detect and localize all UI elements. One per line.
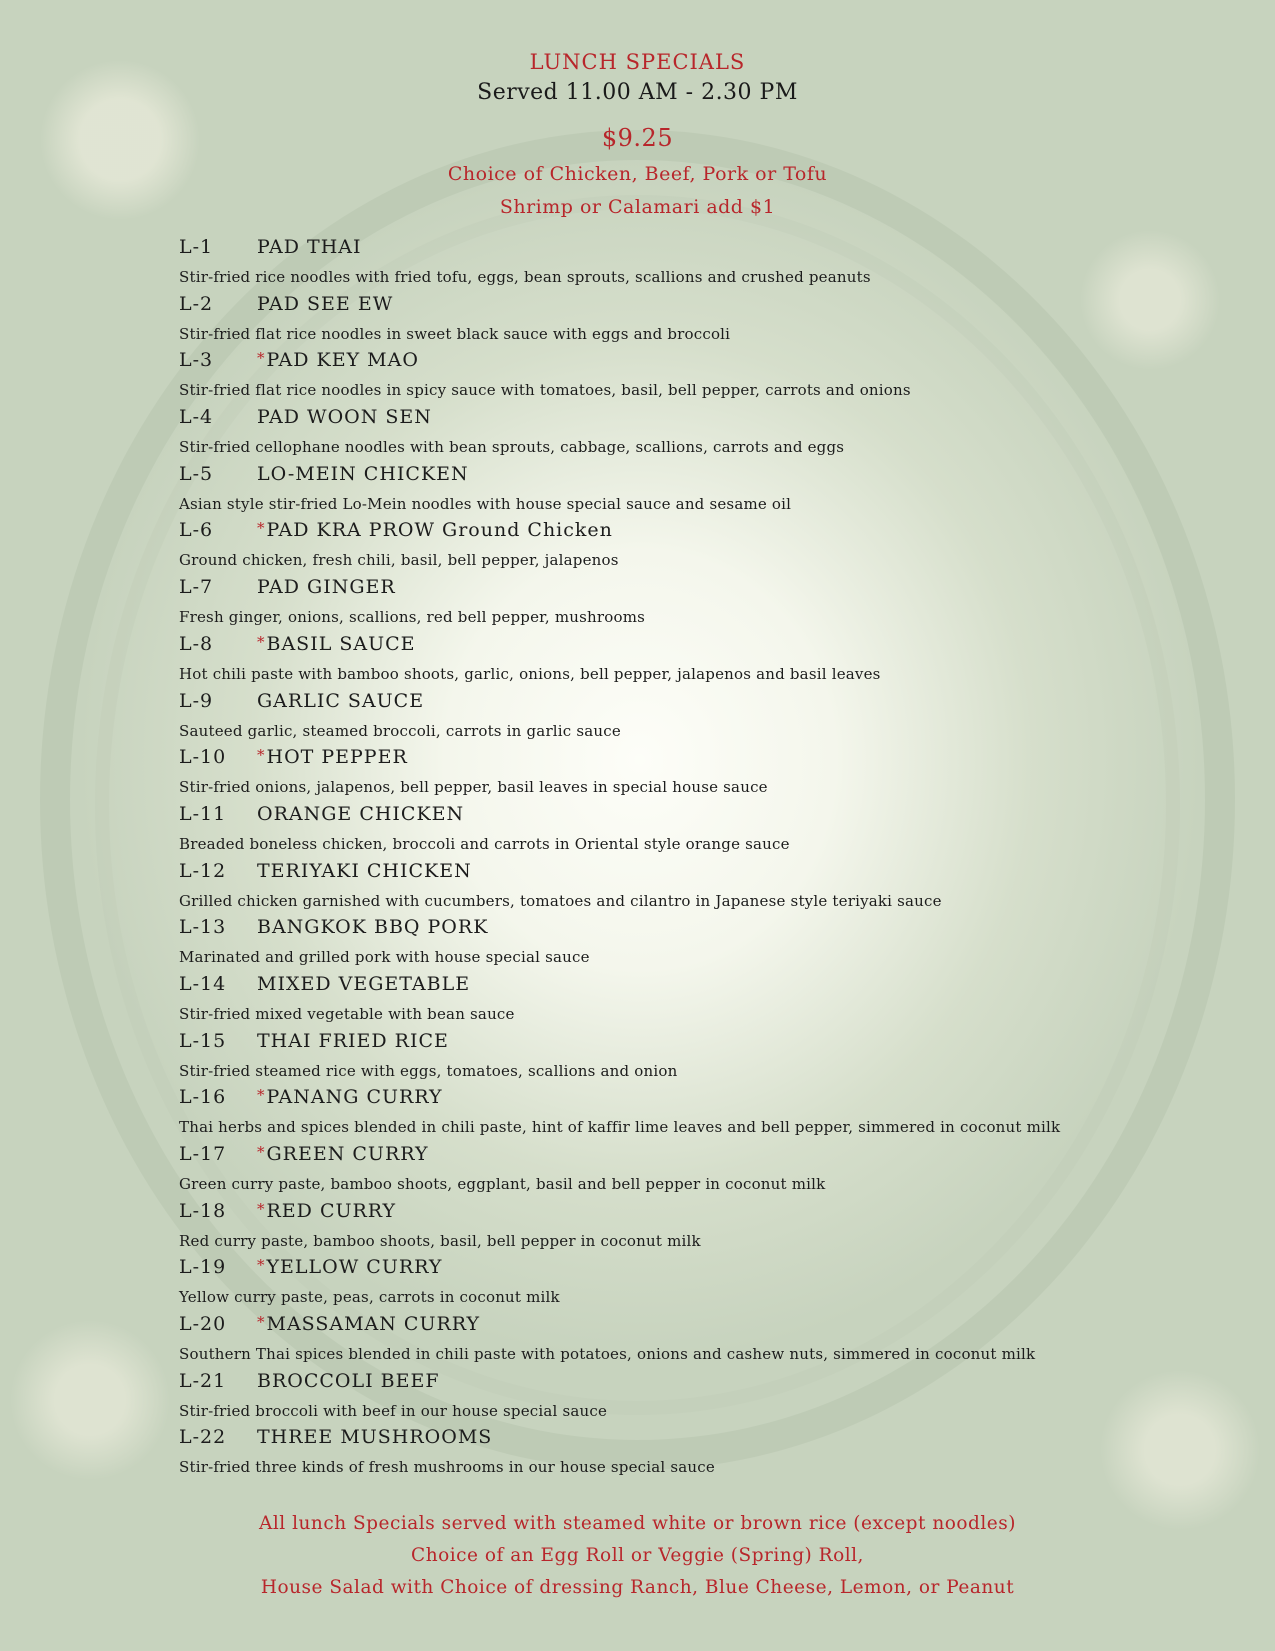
menu-item-description: Stir-fried three kinds of fresh mushrooms in our house special sauce xyxy=(179,1458,715,1477)
menu-item-name: TERIYAKI CHICKEN xyxy=(257,859,472,882)
menu-item-code: L-13 xyxy=(179,916,227,939)
menu-item-heading xyxy=(179,916,488,938)
menu-item-name: THAI FRIED RICE xyxy=(257,1029,449,1052)
menu-item xyxy=(179,1200,1179,1257)
menu-item xyxy=(179,1256,1179,1313)
menu-item-description: Stir-fried flat rice noodles in spicy sauce with tomatoes, basil, bell pepper, carrots and onions xyxy=(179,381,911,400)
menu-item-code: L-16 xyxy=(179,1086,227,1109)
menu-item-description: Fresh ginger, onions, scallions, red bell pepper, mushrooms xyxy=(179,608,646,627)
menu-item-description: Asian style stir-fried Lo-Mein noodles with house special sauce and sesame oil xyxy=(179,494,792,513)
menu-item-code: L-3 xyxy=(179,349,214,372)
menu-item-heading xyxy=(179,633,416,655)
menu-item-name: YELLOW CURRY xyxy=(266,1256,443,1279)
menu-item-code: L-17 xyxy=(179,1143,227,1165)
menu-item-description: Marinated and grilled pork with house special sauce xyxy=(179,948,590,967)
spicy-marker-icon: * xyxy=(257,519,266,538)
serving-hours: Served 11.00 AM - 2.30 PM xyxy=(477,80,798,105)
menu-item-heading xyxy=(179,576,396,598)
menu-item xyxy=(179,1086,1179,1143)
menu-item-code: L-10 xyxy=(179,746,227,769)
menu-item-code: L-22 xyxy=(179,1426,227,1449)
menu-item-code: L-14 xyxy=(179,972,227,995)
menu-item xyxy=(179,236,1179,293)
menu-item-heading xyxy=(179,1143,429,1165)
menu-item xyxy=(179,916,1179,973)
menu-item xyxy=(179,633,1179,690)
menu-item-heading xyxy=(179,1426,492,1448)
menu-item-code: L-4 xyxy=(179,406,214,429)
menu-item-description: Southern Thai spices blended in chili paste with potatoes, onions and cashew nuts, simmered in coconut milk xyxy=(179,1345,1036,1364)
menu-item-description: Thai herbs and spices blended in chili paste, hint of kaffir lime leaves and bell pepper, simmered in coconut milk xyxy=(179,1118,1061,1137)
menu-item-name: BROCCOLI BEEF xyxy=(257,1369,440,1392)
menu-item-name: MASSAMAN CURRY xyxy=(266,1313,481,1336)
menu-item xyxy=(179,349,1179,406)
spicy-marker-icon: * xyxy=(257,1199,266,1218)
menu-item-heading xyxy=(179,690,424,712)
menu-item-heading xyxy=(179,973,470,995)
spicy-marker-icon: * xyxy=(257,349,266,368)
menu-item xyxy=(179,803,1179,860)
menu-item-name: HOT PEPPER xyxy=(266,746,408,769)
menu-item-name: PAD THAI xyxy=(257,236,362,258)
menu-item xyxy=(179,293,1179,350)
spicy-marker-icon: * xyxy=(257,746,266,765)
menu-item-description: Yellow curry paste, peas, carrots in coconut milk xyxy=(179,1288,560,1307)
menu-item-heading xyxy=(179,236,362,258)
menu-item-code: L-6 xyxy=(179,519,214,542)
seafood-surcharge: Shrimp or Calamari add $1 xyxy=(499,196,776,218)
menu-item-heading xyxy=(179,803,464,825)
menu-item-description: Stir-fried onions, jalapenos, bell pepper, basil leaves in special house sauce xyxy=(179,778,768,797)
spicy-marker-icon: * xyxy=(257,1256,266,1275)
menu-item-heading xyxy=(179,463,469,485)
menu-item-name: PANANG CURRY xyxy=(266,1086,443,1109)
protein-choice: Choice of Chicken, Beef, Pork or Tofu xyxy=(447,163,828,185)
menu-item-name: PAD WOON SEN xyxy=(257,406,432,429)
menu-item-description: Red curry paste, bamboo shoots, basil, bell pepper in coconut milk xyxy=(179,1231,701,1250)
menu-item-name: PAD KEY MAO xyxy=(266,349,419,372)
menu-item-code: L-1 xyxy=(179,236,214,258)
menu-item xyxy=(179,576,1179,633)
lunch-price: $9.25 xyxy=(601,124,674,152)
menu-item-heading xyxy=(179,860,472,882)
menu-item-description: Stir-fried mixed vegetable with bean sauce xyxy=(179,1004,515,1023)
menu-item xyxy=(179,1143,1179,1200)
menu-item-code: L-18 xyxy=(179,1199,227,1222)
menu-item-code: L-21 xyxy=(179,1369,227,1392)
menu-item-name: GREEN CURRY xyxy=(266,1143,429,1165)
menu-item-code: L-8 xyxy=(179,632,214,655)
menu-item xyxy=(179,519,1179,576)
menu-item-code: L-12 xyxy=(179,859,227,882)
menu-item-code: L-20 xyxy=(179,1313,227,1336)
menu-item xyxy=(179,406,1179,463)
menu-item-code: L-9 xyxy=(179,689,214,712)
menu-item xyxy=(179,1426,1179,1483)
menu-item-name: LO-MEIN CHICKEN xyxy=(257,462,469,485)
menu-item-description: Hot chili paste with bamboo shoots, garlic, onions, bell pepper, jalapenos and basil leaves xyxy=(179,664,881,683)
menu-item-name: THREE MUSHROOMS xyxy=(257,1426,493,1449)
menu-item-heading xyxy=(179,1086,443,1108)
menu-item xyxy=(179,1030,1179,1087)
menu-item-description: Grilled chicken garnished with cucumbers, tomatoes and cilantro in Japanese style teriyaki sauce xyxy=(179,891,942,910)
menu-item-heading xyxy=(179,349,419,371)
menu-item-name: PAD SEE EW xyxy=(257,292,394,315)
menu-item-heading xyxy=(179,1313,480,1335)
spicy-marker-icon: * xyxy=(257,1086,266,1105)
menu-item-heading xyxy=(179,1200,396,1222)
footer-salad-note: House Salad with Choice of dressing Ranch, Blue Cheese, Lemon, or Peanut xyxy=(260,1577,1015,1598)
menu-item-code: L-11 xyxy=(179,802,227,825)
menu-item-name: RED CURRY xyxy=(266,1199,397,1222)
menu-item xyxy=(179,1370,1179,1427)
spicy-marker-icon: * xyxy=(257,1313,266,1332)
menu-item-heading xyxy=(179,293,393,315)
menu-item-heading xyxy=(179,519,613,541)
menu-item-heading xyxy=(179,746,408,768)
menu-item xyxy=(179,860,1179,917)
menu-title: LUNCH SPECIALS xyxy=(529,50,746,74)
menu-item-description: Ground chicken, fresh chili, basil, bell pepper, jalapenos xyxy=(179,551,619,570)
menu-item xyxy=(179,1313,1179,1370)
menu-item-code: L-5 xyxy=(179,462,214,485)
menu-item-heading xyxy=(179,1370,440,1392)
menu-item-heading xyxy=(179,1030,449,1052)
menu-item-description: Stir-fried cellophane noodles with bean sprouts, cabbage, scallions, carrots and eggs xyxy=(179,438,845,457)
menu-item-code: L-15 xyxy=(179,1029,227,1052)
menu-item-heading xyxy=(179,406,432,428)
menu-item-description: Stir-fried rice noodles with fried tofu, eggs, bean sprouts, scallions and crushed peanuts xyxy=(179,268,871,286)
menu-item-name: MIXED VEGETABLE xyxy=(257,972,471,995)
menu-item xyxy=(179,746,1179,803)
menu-item-list xyxy=(179,236,1179,1483)
menu-item-code: L-19 xyxy=(179,1256,227,1279)
menu-item-name: BANGKOK BBQ PORK xyxy=(257,916,489,939)
menu-item-name: ORANGE CHICKEN xyxy=(257,802,465,825)
footer-rice-note: All lunch Specials served with steamed white or brown rice (except noodles) xyxy=(259,1513,1016,1534)
menu-item-description: Stir-fried steamed rice with eggs, tomatoes, scallions and onion xyxy=(179,1061,678,1080)
footer-roll-note: Choice of an Egg Roll or Veggie (Spring) Roll, xyxy=(411,1545,864,1566)
menu-item-description: Stir-fried flat rice noodles in sweet black sauce with eggs and broccoli xyxy=(179,324,731,343)
menu-item-name: BASIL SAUCE xyxy=(266,632,416,655)
menu-item-description: Green curry paste, bamboo shoots, eggplant, basil and bell pepper in coconut milk xyxy=(179,1175,826,1193)
menu-item-code: L-2 xyxy=(179,292,214,315)
menu-item-heading xyxy=(179,1256,442,1278)
spicy-marker-icon: * xyxy=(257,1143,266,1161)
menu-item-description: Sauteed garlic, steamed broccoli, carrots in garlic sauce xyxy=(179,721,621,740)
menu-item xyxy=(179,463,1179,520)
menu-item-description: Stir-fried broccoli with beef in our house special sauce xyxy=(179,1401,608,1420)
menu-item xyxy=(179,690,1179,747)
menu-item-name: PAD KRA PROW Ground Chicken xyxy=(266,519,613,542)
menu-item-description: Breaded boneless chicken, broccoli and carrots in Oriental style orange sauce xyxy=(179,834,790,853)
spicy-marker-icon: * xyxy=(257,632,266,651)
menu-item-code: L-7 xyxy=(179,576,214,599)
menu-item-name: GARLIC SAUCE xyxy=(257,689,425,712)
menu-item-name: PAD GINGER xyxy=(257,576,396,599)
menu-item xyxy=(179,973,1179,1030)
